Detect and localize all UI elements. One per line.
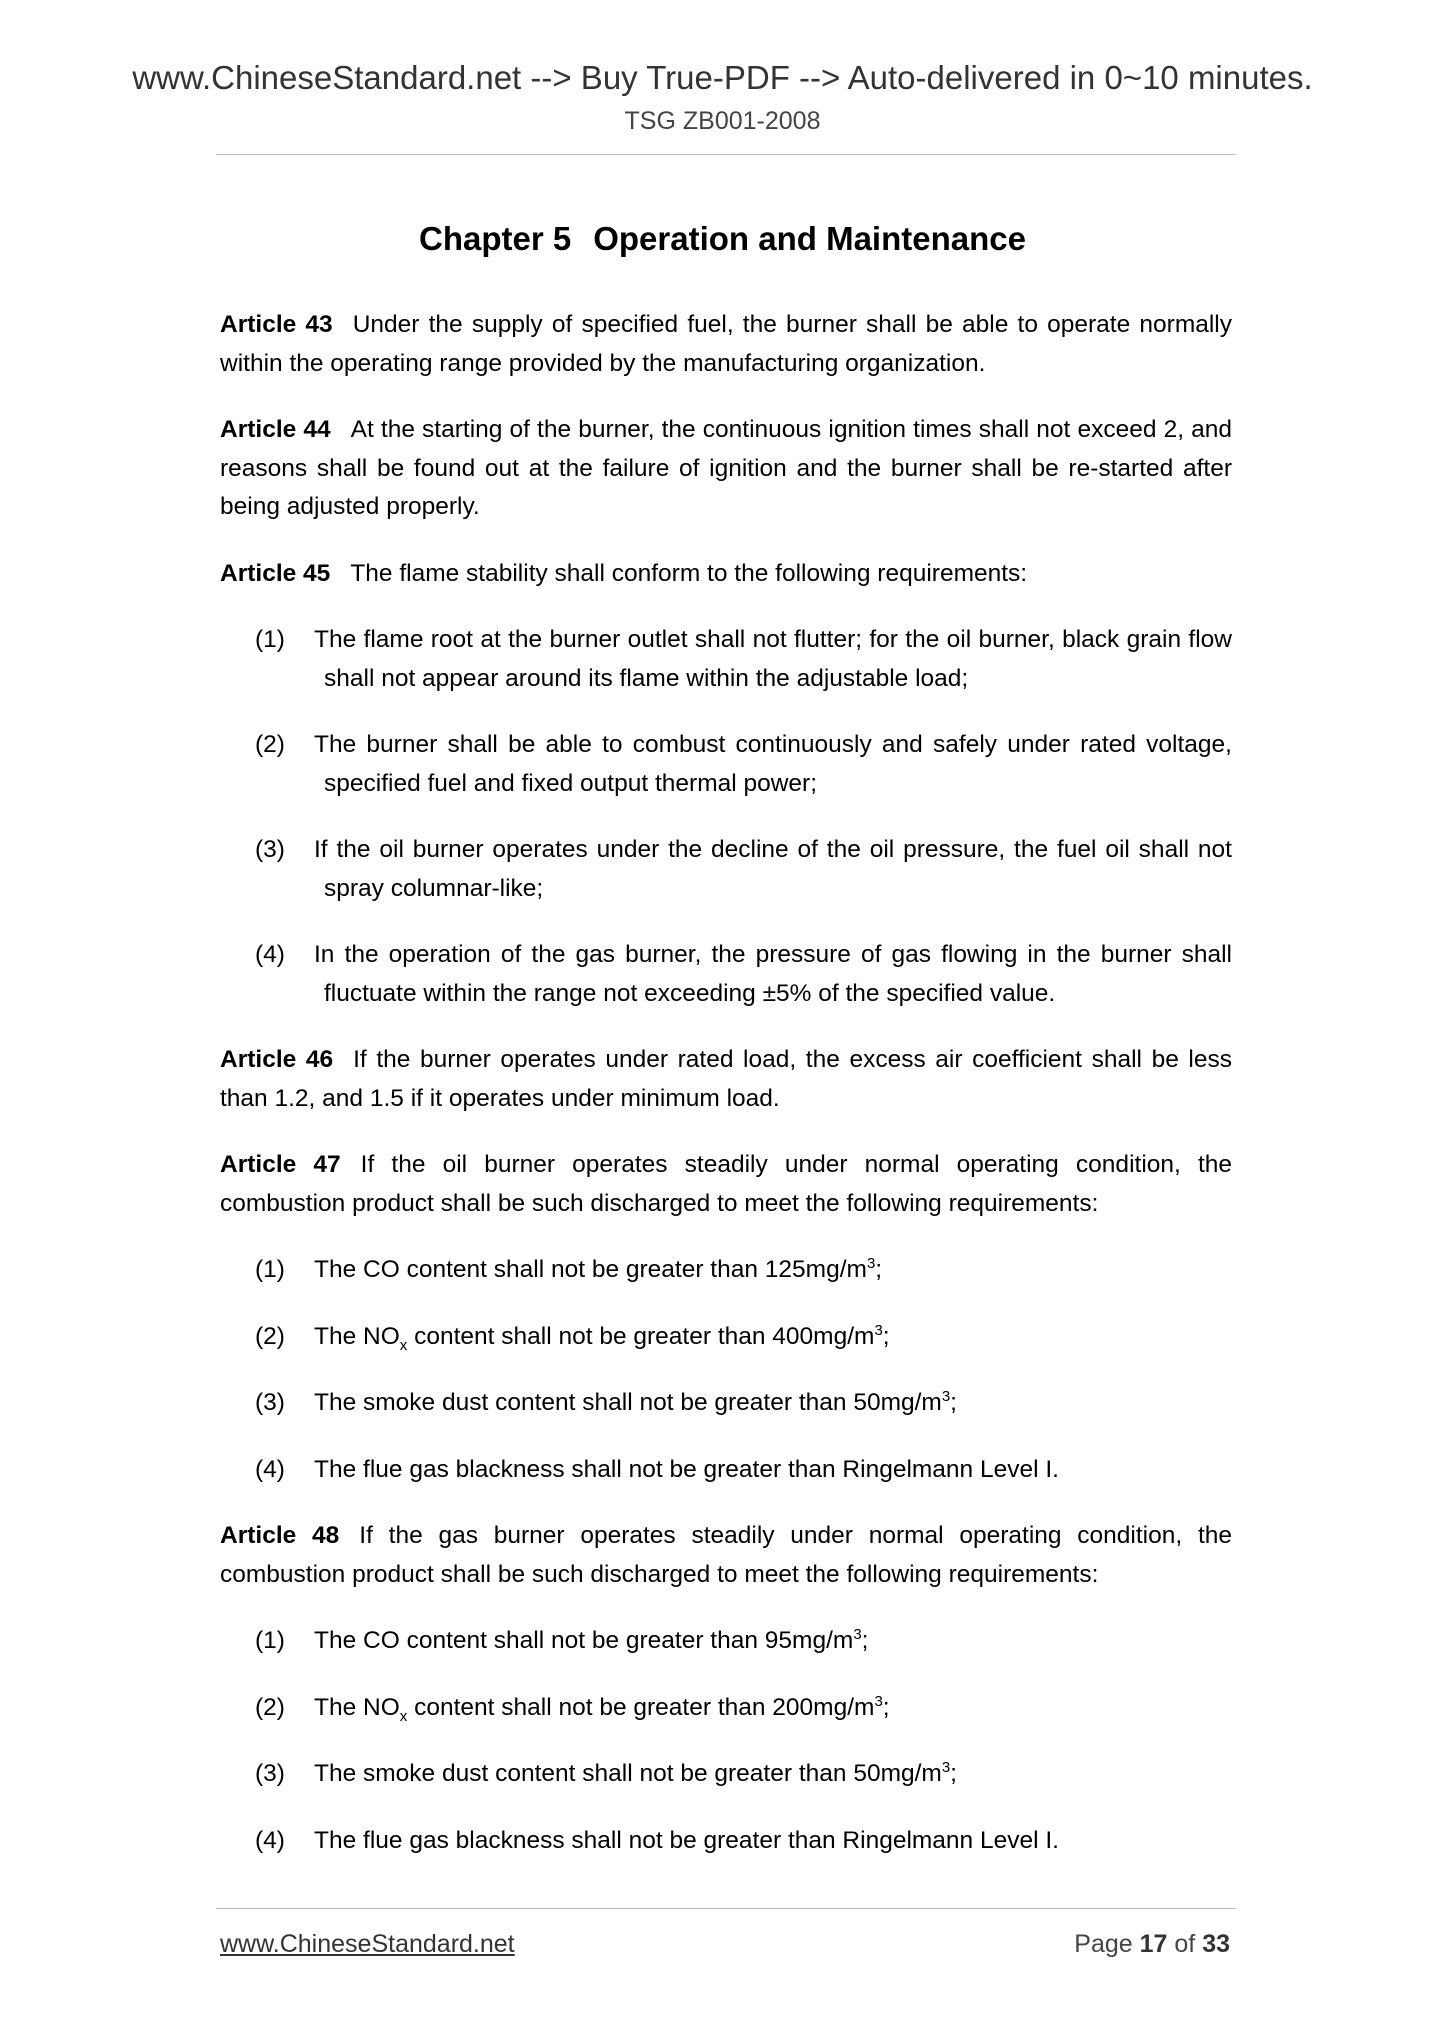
item-number: (2) bbox=[255, 1322, 285, 1350]
footer-divider bbox=[216, 1908, 1236, 1909]
item-text: The flue gas blackness shall not be greater than Ringelmann Level I. bbox=[314, 1826, 1059, 1854]
item-text-mid: content shall not be greater than 200mg/m bbox=[407, 1693, 875, 1721]
item-text-end: ; bbox=[875, 1256, 883, 1283]
article-text: If the burner operates under rated load, the excess air coefficient shall be less than 1.2, and 1.5 if it operates under minimum load. bbox=[220, 1046, 1232, 1112]
item-text: If the oil burner operates under the decline of the oil pressure, the fuel oil shall not spray columnar-like; bbox=[314, 836, 1232, 902]
item-text: The flue gas blackness shall not be greater than Ringelmann Level I. bbox=[314, 1455, 1059, 1483]
article-text: Under the supply of specified fuel, the burner shall be able to operate normally within the operating range provided by the manufacturing organization. bbox=[220, 311, 1232, 377]
item-number: (4) bbox=[255, 941, 285, 968]
article-46 bbox=[220, 1041, 1232, 1118]
list-item bbox=[220, 726, 1232, 803]
article-43 bbox=[220, 306, 1232, 383]
list-item bbox=[220, 1384, 1232, 1423]
article-text: If the oil burner operates steadily under normal operating condition, the combustion product shall be such discharged to meet the following requirements: bbox=[220, 1151, 1233, 1217]
page-total: 33 bbox=[1202, 1930, 1230, 1958]
item-number: (1) bbox=[255, 1256, 285, 1283]
article-label: Article 44 bbox=[220, 416, 331, 443]
superscript: 3 bbox=[853, 1625, 862, 1643]
of-word: of bbox=[1174, 1930, 1196, 1958]
item-text: The burner shall be able to combust continuously and safely under rated voltage, specified fuel and fixed output thermal power; bbox=[314, 731, 1232, 797]
chapter-heading bbox=[0, 218, 1445, 260]
page-current: 17 bbox=[1139, 1930, 1168, 1958]
list-item bbox=[220, 1318, 1232, 1357]
list-item bbox=[220, 1251, 1232, 1290]
item-text-end: ; bbox=[882, 1693, 890, 1721]
footer-site-link[interactable]: www.ChineseStandard.net bbox=[220, 1930, 515, 1958]
list-item bbox=[220, 1822, 1232, 1861]
list-item bbox=[220, 831, 1232, 908]
item-text: The NO bbox=[314, 1322, 400, 1350]
item-text: The CO content shall not be greater than 125mg/m bbox=[314, 1256, 867, 1283]
superscript: 3 bbox=[866, 1254, 876, 1272]
item-text: In the operation of the gas burner, the pressure of gas flowing in the burner shall fluctuate within the range not exceeding ±5% of the specified value. bbox=[314, 941, 1232, 1007]
list-item bbox=[220, 936, 1232, 1013]
article-44 bbox=[220, 411, 1232, 527]
header-divider bbox=[216, 154, 1236, 155]
article-label: Article 45 bbox=[220, 559, 331, 587]
item-number: (1) bbox=[255, 626, 285, 653]
item-text: The smoke dust content shall not be greater than 50mg/m bbox=[314, 1760, 942, 1787]
article-text: At the starting of the burner, the continuous ignition times shall not exceed 2, and reasons shall be found out at the failure of ignition and the burner shall be re-started after being adjusted properly. bbox=[220, 416, 1233, 520]
item-number: (2) bbox=[255, 1693, 285, 1721]
list-item bbox=[220, 1689, 1232, 1728]
item-text: The flame root at the burner outlet shall not flutter; for the oil burner, black grain flow shall not appear around its flame within the adjustable load; bbox=[314, 626, 1232, 692]
list-item bbox=[220, 1755, 1232, 1794]
page-word: Page bbox=[1074, 1930, 1133, 1958]
superscript: 3 bbox=[874, 1692, 883, 1710]
superscript: 3 bbox=[874, 1321, 883, 1339]
item-number: (3) bbox=[255, 836, 285, 863]
list-item bbox=[220, 621, 1232, 698]
article-48 bbox=[220, 1517, 1232, 1594]
standard-code: TSG ZB001-2008 bbox=[624, 107, 821, 135]
page-indicator bbox=[1074, 1928, 1230, 1960]
item-text-end: ; bbox=[950, 1760, 957, 1787]
item-text-end: ; bbox=[861, 1627, 869, 1654]
list-item bbox=[220, 1622, 1232, 1661]
article-47 bbox=[220, 1146, 1232, 1223]
item-text: The CO content shall not be greater than 95mg/m bbox=[314, 1627, 854, 1654]
item-text-end: ; bbox=[950, 1389, 957, 1416]
article-label: Article 47 bbox=[220, 1151, 341, 1178]
item-number: (4) bbox=[255, 1826, 285, 1854]
item-text-end: ; bbox=[882, 1322, 890, 1350]
item-number: (3) bbox=[255, 1760, 285, 1787]
header-banner: www.ChineseStandard.net --> Buy True-PDF --> Auto-delivered in 0~10 minutes. bbox=[132, 59, 1313, 96]
item-text-mid: content shall not be greater than 400mg/m bbox=[407, 1322, 875, 1350]
item-number: (4) bbox=[255, 1455, 285, 1483]
chapter-number: Chapter 5 bbox=[419, 220, 572, 257]
item-text: The NO bbox=[314, 1693, 400, 1721]
superscript: 3 bbox=[941, 1758, 951, 1776]
article-45 bbox=[220, 555, 1232, 594]
article-label: Article 48 bbox=[220, 1522, 340, 1549]
page-body bbox=[220, 306, 1232, 1888]
subscript: x bbox=[399, 1707, 408, 1725]
chapter-title: Operation and Maintenance bbox=[593, 220, 1026, 257]
article-label: Article 43 bbox=[220, 311, 333, 338]
article-text: If the gas burner operates steadily under normal operating condition, the combustion product shall be such discharged to meet the following requirements: bbox=[220, 1522, 1232, 1588]
list-item bbox=[220, 1451, 1232, 1490]
item-text: The smoke dust content shall not be greater than 50mg/m bbox=[314, 1389, 942, 1416]
subscript: x bbox=[399, 1336, 408, 1354]
article-label: Article 46 bbox=[220, 1046, 334, 1073]
item-number: (1) bbox=[255, 1627, 285, 1654]
superscript: 3 bbox=[941, 1387, 951, 1405]
item-number: (2) bbox=[255, 731, 285, 758]
article-text: The flame stability shall conform to the following requirements: bbox=[350, 559, 1028, 587]
item-number: (3) bbox=[255, 1389, 285, 1416]
